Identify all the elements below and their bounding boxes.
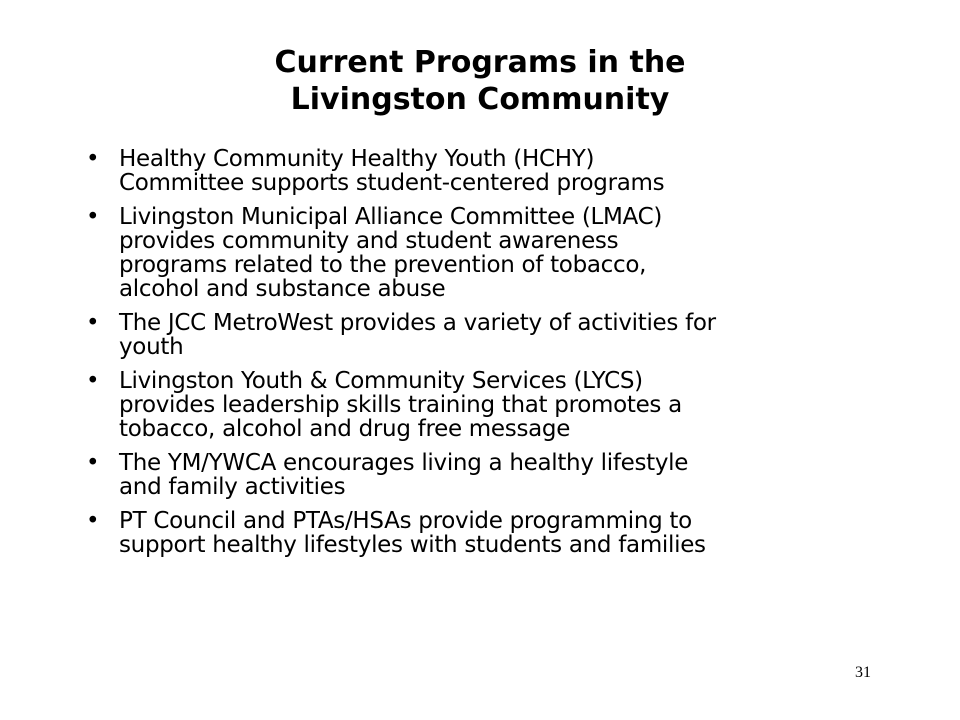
bullet-dot-icon: •: [86, 146, 100, 172]
bullet-item-jcc: [86, 311, 886, 359]
bullet-item-lycs: [86, 369, 886, 441]
bullet-line: tobacco, alcohol and drug free message: [119, 416, 571, 442]
bullet-dot-icon: •: [86, 450, 100, 476]
bullet-line: provides community and student awareness: [119, 228, 619, 254]
bullet-dot-icon: •: [86, 368, 100, 394]
page-number: 31: [855, 664, 871, 681]
bullet-line: The JCC MetroWest provides a variety of activities for: [119, 310, 716, 336]
bullet-line: provides leadership skills training that promotes a: [119, 392, 682, 418]
slide-title: [0, 44, 960, 118]
bullet-line: programs related to the prevention of tobacco,: [119, 252, 647, 278]
slide-title-line-1: Current Programs in the: [274, 45, 686, 80]
bullet-line: support healthy lifestyles with students and families: [119, 532, 706, 558]
bullet-dot-icon: •: [86, 204, 100, 230]
bullet-line: PT Council and PTAs/HSAs provide programming to: [119, 508, 692, 534]
bullet-dot-icon: •: [86, 310, 100, 336]
bullet-dot-icon: •: [86, 508, 100, 534]
bullet-item-hchy: [86, 147, 886, 195]
bullet-line: Healthy Community Healthy Youth (HCHY): [119, 146, 595, 172]
program-bullet-list: [86, 147, 886, 567]
bullet-line: and family activities: [119, 474, 346, 500]
bullet-line: Committee supports student-centered programs: [119, 170, 665, 196]
bullet-line: Livingston Municipal Alliance Committee (LMAC): [119, 204, 663, 230]
bullet-line: alcohol and substance abuse: [119, 276, 446, 302]
bullet-item-ymywca: [86, 451, 886, 499]
bullet-line: The YM/YWCA encourages living a healthy lifestyle: [119, 450, 689, 476]
bullet-item-pt-council: [86, 509, 886, 557]
bullet-item-lmac: [86, 205, 886, 301]
slide-title-line-2: Livingston Community: [290, 82, 670, 117]
bullet-line: youth: [119, 334, 184, 360]
bullet-line: Livingston Youth & Community Services (LYCS): [119, 368, 643, 394]
